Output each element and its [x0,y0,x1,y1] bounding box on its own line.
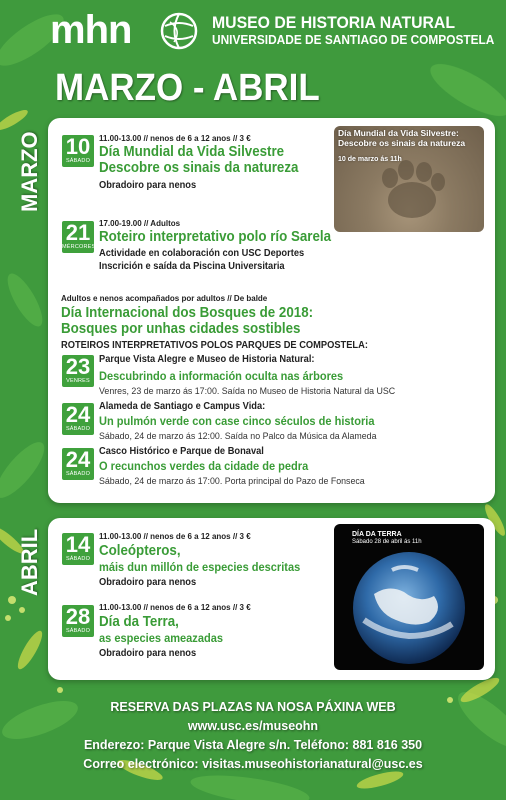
weekday: SÁBADO [65,158,91,164]
earth-caption-title: DÍA DA TERRA [352,531,402,538]
date-number: 14 [65,532,91,557]
date-badge [62,533,94,565]
mhn-logo-text: mhn [50,8,132,52]
route-place: Casco Histórico e Parque de Bonaval [99,446,264,457]
event-subtitle: Descobre os sinais da natureza [99,160,299,176]
month-label-march: MARZO [17,131,42,212]
event-title: Día da Terra, [99,614,179,630]
footer-address: Enderezo: Parque Vista Alegre s/n. Teléfono: 881 816 350 [83,738,423,752]
museum-name: MUSEO DE HISTORIA NATURAL [212,13,456,32]
event-detail: Obradoiro para nenos [99,577,197,588]
route-name: Un pulmón verde con case cinco séculos de historia [99,414,375,428]
event-meta: 11.00-13.00 // nenos de 6 a 12 anos // 3 € [99,603,251,612]
date-badge [62,605,94,637]
date-number: 24 [65,402,91,427]
route-place: Parque Vista Alegre e Museo de Historia Natural: [99,354,315,365]
forest-day-subtitle: Bosques por unhas cidades sostibles [61,321,301,337]
forest-day-title: Día Internacional dos Bosques de 2018: [61,305,314,321]
weekday: SÁBADO [65,471,91,477]
route-place: Alameda de Santiago e Campus Vida: [99,401,266,412]
period-title: MARZO - ABRIL [55,67,320,109]
event-meta: 17.00-19.00 // Adultos [99,219,181,228]
event-meta: 11.00-13.00 // nenos de 6 a 12 anos // 3 € [99,134,251,143]
footer-web-link[interactable]: www.usc.es/museohn [187,719,319,733]
route-name: O recunchos verdes da cidade de pedra [99,459,309,473]
event-subtitle: máis dun millón de especies descritas [99,560,301,574]
forest-day-meta: Adultos e nenos acompañados por adultos // De balde [61,294,268,303]
photo-caption-title: Día Mundial da Vida Silvestre: Descobre os sinais da natureza [338,128,466,148]
route-when: Sábado, 24 de marzo ás 17:00. Porta principal do Pazo de Fonseca [99,476,365,487]
date-number: 21 [65,220,91,245]
route-when: Sábado, 24 de marzo ás 12:00. Saída no Palco da Música da Alameda [99,431,377,442]
date-badge [62,403,94,435]
route-when: Venres, 23 de marzo ás 17:00. Saída no Museo de Historia Natural da USC [99,386,396,397]
date-number: 23 [65,354,91,379]
weekday: VENRES [66,378,90,384]
route-name: Descubrindo a información oculta nas árbores [99,369,344,383]
date-number: 10 [65,134,91,159]
date-badge [62,448,94,480]
event-title: Coleópteros, [99,543,181,559]
earth-photo [334,524,484,670]
weekday: MÉRCORES [62,244,96,250]
earth-caption-date: Sábado 28 de abril ás 11h [352,539,422,545]
date-badge [62,135,94,167]
event-title: Roteiro interpretativo polo río Sarela [99,229,332,245]
university-name: UNIVERSIDADE DE SANTIAGO DE COMPOSTELA [212,33,495,47]
globe-logo-icon [160,12,198,50]
photo-caption-date: 10 de marzo ás 11h [338,156,402,163]
month-label-april: ABRIL [17,528,42,596]
weekday: SÁBADO [65,426,91,432]
footer-email-link[interactable]: Correo electrónico: visitas.museohistorianatural@usc.es [83,757,423,771]
date-number: 24 [65,447,91,472]
routes-heading: ROTEIROS INTERPRETATIVOS POLOS PARQUES DE COMPOSTELA: [61,340,368,351]
event-title: Día Mundial da Vida Silvestre [99,144,285,160]
date-badge [62,221,94,253]
earth-globe-icon [334,524,484,670]
event-meta: 11.00-13.00 // nenos de 6 a 12 anos // 3 € [99,532,251,541]
event-detail: Obradoiro para nenos [99,648,197,659]
event-detail: Obradoiro para nenos [99,180,197,191]
weekday: SÁBADO [65,556,91,562]
event-subtitle: as especies ameazadas [99,631,223,645]
weekday: SÁBADO [65,628,91,634]
date-badge [62,355,94,387]
footer-reserve: RESERVA DAS PLAZAS NA NOSA PÁXINA WEB [110,700,396,714]
event-detail: Actividade en colaboración con USC Deportes [99,248,305,259]
event-detail: Inscrición e saída da Piscina Universitaria [99,261,285,272]
date-number: 28 [65,604,91,629]
